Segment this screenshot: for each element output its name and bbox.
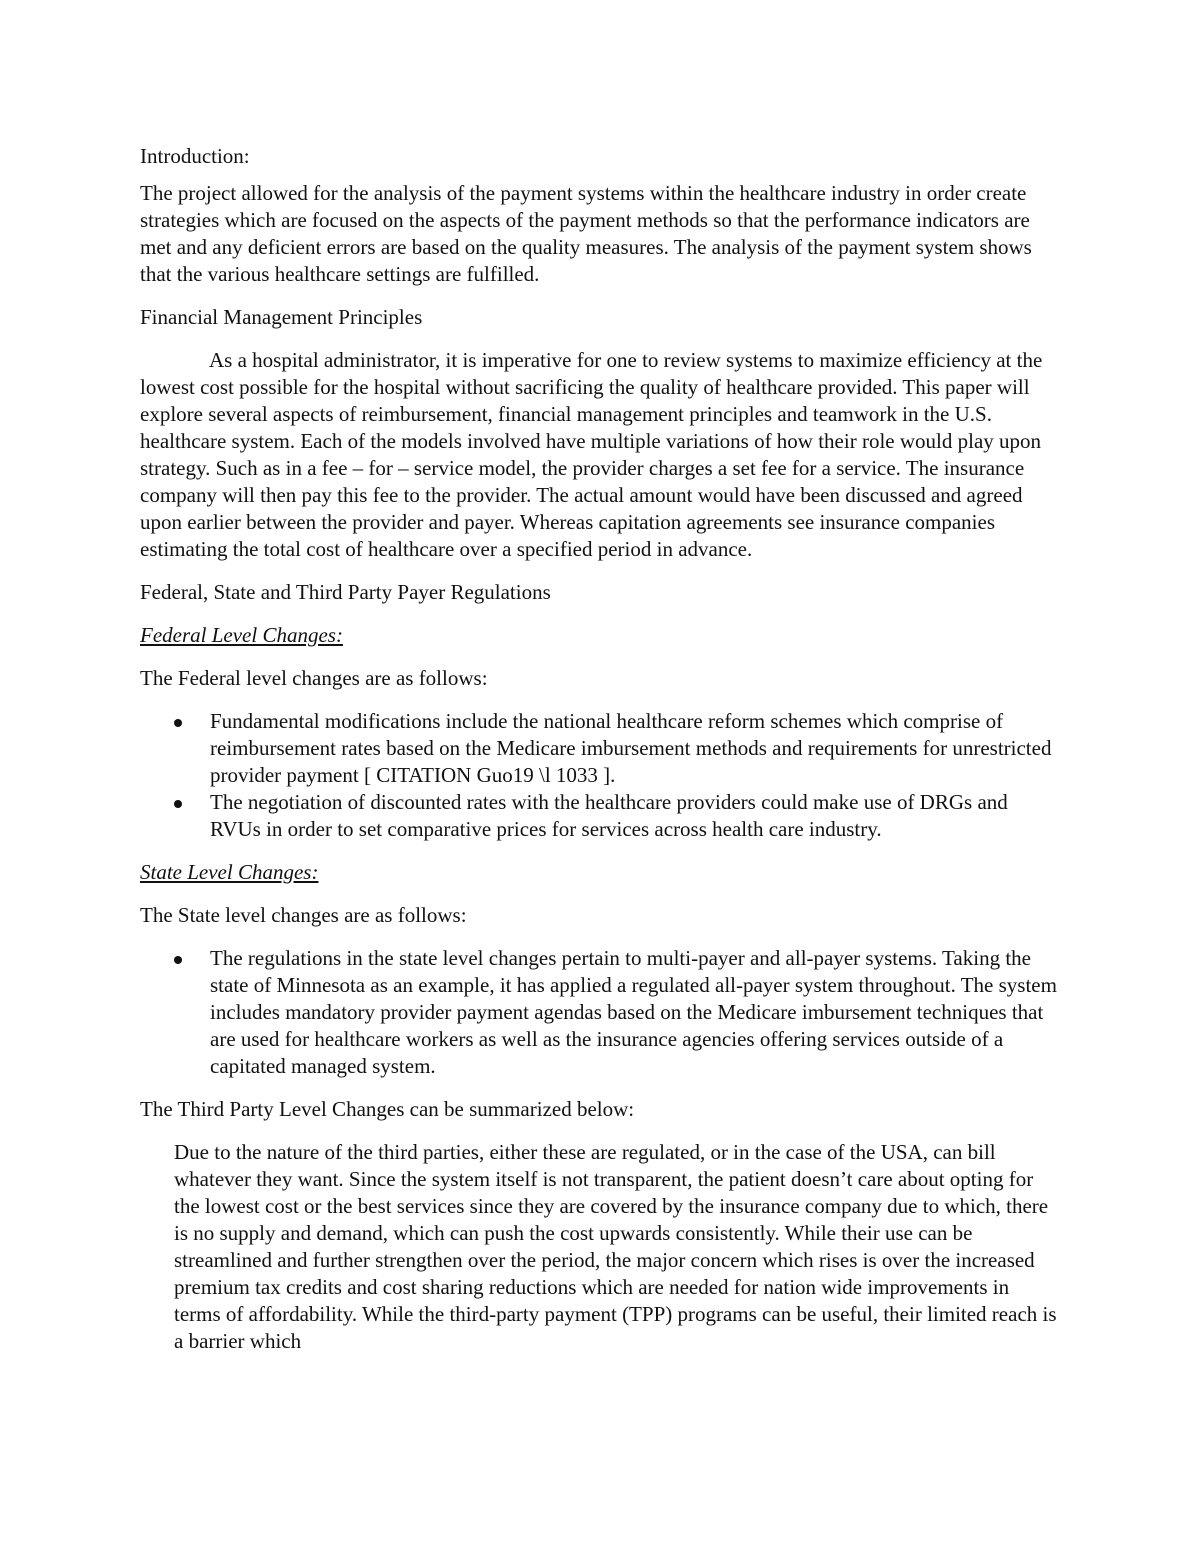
bullet-icon [174,956,182,964]
regulations-heading: Federal, State and Third Party Payer Regulations [140,580,551,604]
list-item [140,789,1060,843]
federal-subheading: Federal Level Changes: [140,623,343,647]
bullet-icon [174,719,182,727]
financial-heading: Financial Management Principles [140,305,423,329]
state-intro: The State level changes are as follows: [140,903,467,927]
third-party-paragraph: Due to the nature of the third parties, either these are regulated, or in the case of the USA, can bill whatever they want. Since the system itself is not transparent, the patient doesn’t care about opting for the lowest cost or the best services since they are covered by the insurance company due to which, there is no supply and demand, which can push the cost upwards consistently. While their use can be streamlined and further strengthen over the period, the major concern which rises is over the increased premium tax credits and cost sharing reductions which are needed for nation wide improvements in terms of affordability. While the third-party payment (TPP) programs can be useful, their limited reach is a barrier which [174,1140,1057,1353]
bullet-icon [174,800,182,808]
federal-intro: The Federal level changes are as follows: [140,666,488,690]
state-subheading: State Level Changes: [140,860,319,884]
intro-heading: Introduction: [140,144,250,168]
document-body [140,143,1060,1355]
federal-bullet-list [140,708,1060,843]
state-bullet-list [140,945,1060,1080]
list-item-text: The negotiation of discounted rates with the healthcare providers could make use of DRGs and RVUs in order to set comparative prices for services across health care industry. [210,790,1008,841]
financial-paragraph: As a hospital administrator, it is imperative for one to review systems to maximize efficiency at the lowest cost possible for the hospital without sacrificing the quality of healthcare provided. This paper will explore several aspects of reimbursement, financial management principles and teamwork in the U.S. healthcare system. Each of the models involved have multiple variations of how their role would play upon strategy. Such as in a fee – for – service model, the provider charges a set fee for a service. The insurance company will then pay this fee to the provider. The actual amount would have been discussed and agreed upon earlier between the provider and payer. Whereas capitation agreements see insurance companies estimating the total cost of healthcare over a specified period in advance. [140,348,1043,561]
intro-paragraph: The project allowed for the analysis of the payment systems within the healthcare industry in order create strategies which are focused on the aspects of the payment methods so that the performance indicators are met and any deficient errors are based on the quality measures. The analysis of the payment system shows that the various healthcare settings are fulfilled. [140,181,1032,286]
list-item [140,945,1060,1080]
list-item-text: The regulations in the state level changes pertain to multi-payer and all-payer systems. Taking the state of Minnesota as an example, it has applied a regulated all-payer system throughout. The system includes mandatory provider payment agendas based on the Medicare imbursement techniques that are used for healthcare workers as well as the insurance agencies offering services outside of a capitated managed system. [210,946,1057,1078]
third-party-intro: The Third Party Level Changes can be summarized below: [140,1097,635,1121]
list-item [140,708,1060,789]
list-item-text: Fundamental modifications include the national healthcare reform schemes which comprise of reimbursement rates based on the Medicare imbursement methods and requirements for unrestricted provider payment [ CITATION Guo19 \l 1033 ]. [210,709,1052,787]
